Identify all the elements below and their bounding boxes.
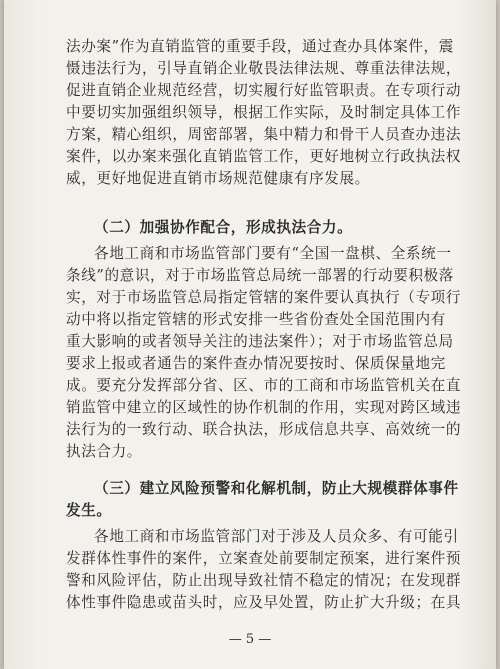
- text-line: 重大影响的或者领导关注的违法案件）；对于市场监管总局: [66, 333, 454, 350]
- paragraph-risk: [66, 526, 466, 614]
- text-line: 成。要充分发挥部分省、区、市的工商和市场监管机关在直: [66, 377, 462, 394]
- text-line: 实，对于市场监管总局指定管辖的案件要认真执行（专项行: [66, 289, 462, 306]
- text-line: 法行为的一致行动、联合执法，形成信息共享、高效统一的: [66, 421, 462, 438]
- text-line: 各地工商和市场监管部门对于涉及人员众多、有可能引: [94, 528, 459, 545]
- text-line: 威，更好地促进直销市场规范健康有序发展。: [66, 170, 370, 187]
- text-line: 促进直销企业规范经营，切实履行好监管职责。在专项行动: [66, 82, 462, 99]
- text-line: 案件，以办案来强化直销监管工作，更好地树立行政执法权: [66, 148, 462, 165]
- text-line: 警和风险评估，防止出现导致社情不稳定的情况；在发现群: [66, 572, 462, 589]
- text-line: 销监管中建立的区域性的协作机制的作用，实现对跨区域违: [66, 399, 462, 416]
- text-line: 发群体性事件的案件，立案查处前要制定预案，进行案件预: [66, 550, 462, 567]
- section-heading-3: [66, 478, 466, 522]
- text-line: 中要切实加强组织领导，根据工作实际，及时制定具体工作: [66, 104, 462, 121]
- paragraph-law-enforcement: [66, 36, 466, 190]
- text-line: 慑违法行为，引导直销企业敬畏法律法规、尊重法律法规，: [66, 60, 462, 77]
- text-line: 要求上报或者通告的案件查办情况要按时、保质保量地完: [66, 355, 446, 372]
- heading-cooperation: （二）加强协作配合，形成执法合力。: [94, 219, 353, 236]
- text-line: 执法合力。: [66, 443, 142, 460]
- text-line: 各地工商和市场监管部门要有“全国一盘棋、全系统一: [94, 245, 452, 262]
- document-page: [4, 0, 496, 669]
- text-line: 条线”的意识，对于市场监管总局统一部署的行动要积极落: [66, 267, 454, 284]
- text-line: 方案，精心组织，周密部署，集中精力和骨干人员查办违法: [66, 126, 462, 143]
- heading-risk-warning: （三）建立风险预警和化解机制，防止大规模群体事件: [94, 480, 459, 497]
- text-line: 体性事件隐患或苗头时，应及早处置，防止扩大升级；在具: [66, 594, 462, 611]
- text-line: 法办案”作为直销监管的重要手段，通过查办具体案件，震: [66, 38, 454, 55]
- heading-risk-warning-cont: 发生。: [66, 502, 112, 519]
- page-number: — 5 —: [228, 632, 272, 647]
- text-line: 动中将以指定管辖的形式安排一些省份查处全国范围内有: [66, 311, 446, 328]
- section-heading-2: [66, 217, 466, 239]
- paragraph-cooperation: [66, 243, 466, 463]
